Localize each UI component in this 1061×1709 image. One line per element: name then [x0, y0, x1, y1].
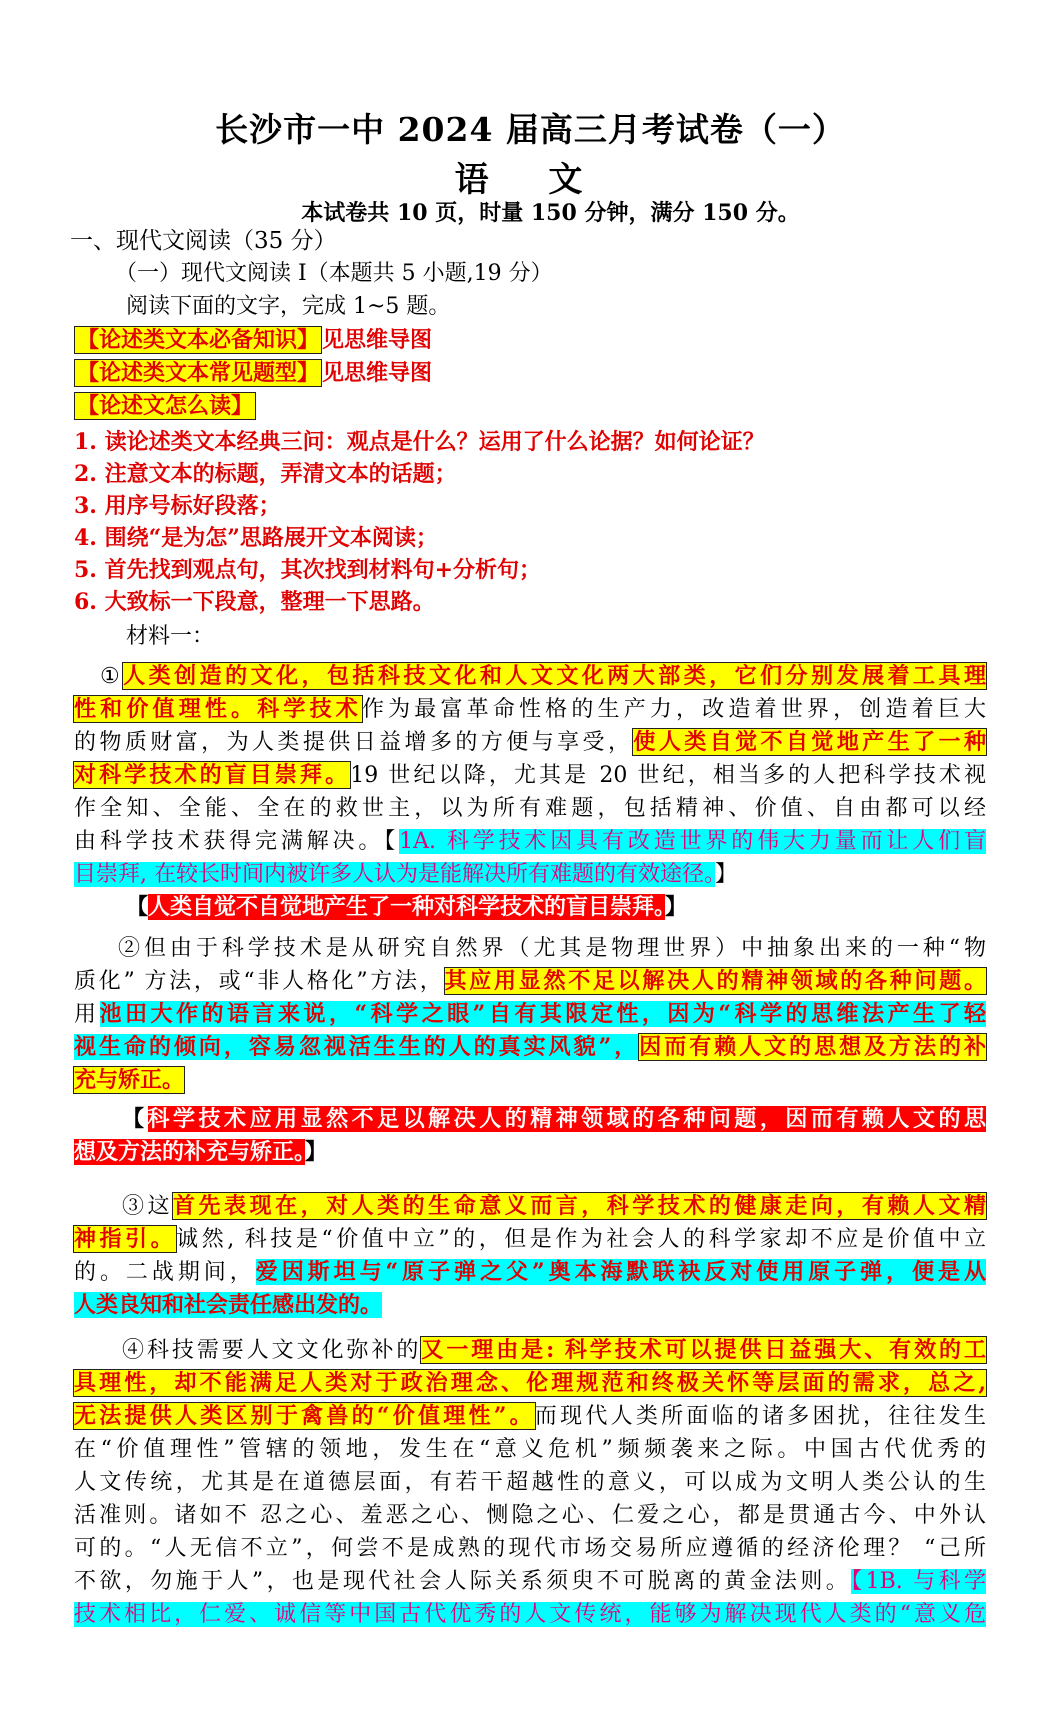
p1-row — [74, 693, 986, 726]
highlight: 因而有赖人文的思想及方法的补 — [639, 1034, 986, 1060]
p3-row — [74, 1190, 986, 1223]
bracket: 】 — [665, 894, 688, 920]
p4-row: 可的。“人无信不立”，何尝不是成熟的现代市场交易所应遵循的经济伦理？ “己所 — [74, 1536, 986, 1561]
p4-row — [74, 1334, 986, 1367]
p4-row — [74, 1598, 986, 1631]
p2-row — [74, 1064, 986, 1097]
p1-summary — [74, 891, 986, 924]
p2-row — [74, 965, 986, 998]
p3-row — [74, 1256, 986, 1289]
answer-highlight: 【1B. 与科学 — [851, 1569, 987, 1594]
text: 用 — [74, 1002, 100, 1027]
answer-highlight: 目崇拜, 在较长时间内被许多人认为是能解决所有难题的有效途径。 — [74, 862, 715, 887]
text: 19 世纪以降，尤其是 20 世纪，相当多的人把科学技术视 — [350, 763, 986, 788]
tip-line-1 — [74, 325, 432, 355]
text: 由科学技术获得完满解决。【 — [74, 829, 400, 854]
p3-row — [74, 1223, 986, 1256]
p1-row — [74, 825, 986, 858]
p4-row — [74, 1565, 986, 1598]
step-1: 1. 读论述类文本经典三问：观点是什么？运用了什么论据？如何论证？ — [74, 429, 765, 455]
p4-row: 活准则。诸如不 忍之心、羞恶之心、恻隐之心、仁爱之心，都是贯通古今、中外认 — [74, 1503, 986, 1528]
step-4: 4. 围绕“是为怎”思路展开文本阅读； — [74, 525, 438, 551]
highlight: 池田大作的语言来说，“科学之眼”自有其限定性，因为“科学的思维法产生了轻 — [99, 1001, 986, 1027]
tip-tag-knowledge: 【论述类文本必备知识】 — [74, 326, 322, 354]
paragraph-3 — [74, 1190, 986, 1322]
text: ③这 — [122, 1194, 174, 1219]
highlight: 充与矫正。 — [74, 1067, 185, 1093]
highlight: 首先表现在，对人类的生命意义而言，科学技术的健康走向，有赖人文精 — [173, 1193, 986, 1219]
answer-highlight: 1A. 科学技术因具有改造世界的伟大力量而让人们盲 — [399, 829, 986, 854]
highlight: 对科学技术的盲目崇拜。 — [74, 762, 351, 788]
tip-tag-howto: 【论述文怎么读】 — [74, 392, 256, 420]
p4-row: 在“价值理性”管辖的领地，发生在“意义危机”频频袭来之际。中国古代优秀的 — [74, 1437, 986, 1462]
text: 而现代人类所面临的诸多困扰，往往发生 — [534, 1404, 986, 1429]
tip-line-3 — [74, 391, 256, 421]
highlight: 又一理由是: 科学技术可以提供日益强大、有效的工 — [421, 1337, 986, 1363]
text: 质化” 方法，或“非人格化”方法， — [74, 969, 445, 994]
highlight: 视生命的倾向，容易忽视活生生的人的真实风貌”， — [74, 1034, 640, 1060]
p2-row — [74, 1031, 986, 1064]
p1-row — [74, 759, 986, 792]
p4-row — [74, 1367, 986, 1400]
tip-tag-types: 【论述类文本常见题型】 — [74, 359, 322, 387]
material-label: 材料一： — [126, 624, 215, 649]
part-heading: 一、现代文阅读（35 分） — [70, 228, 337, 254]
bracket: 】 — [305, 1139, 328, 1165]
highlight: 人类良知和社会责任感出发的。 — [74, 1292, 383, 1318]
highlight: 神指引。 — [74, 1226, 177, 1252]
highlight: 性和价值理性。科学技术 — [74, 696, 362, 722]
summary-highlight: 想及方法的补充与矫正。 — [74, 1139, 306, 1165]
step-6: 6. 大致标一下段意，整理一下思路。 — [74, 589, 435, 615]
p1-row — [74, 858, 986, 891]
exam-info: 本试卷共 10 页，时量 150 分钟，满分 150 分。 — [301, 200, 800, 226]
instruction: 阅读下面的文字，完成 1~5 题。 — [126, 294, 451, 319]
text: 作为最富革命性格的生产力，改造着世界，创造着巨大 — [361, 697, 986, 722]
text: 不欲，勿施于人”，也是现代社会人际关系须臾不可脱离的黄金法则。 — [74, 1569, 852, 1594]
bracket: 【 — [126, 894, 149, 920]
highlight: 无法提供人类区别于禽兽的“价值理性”。 — [74, 1403, 535, 1429]
text: 的。二战期间， — [74, 1260, 256, 1285]
highlight: 使人类自觉不自觉地产生了一种 — [633, 729, 986, 755]
tip-note-2: 见思维导图 — [322, 360, 433, 386]
step-5: 5. 首先找到观点句，其次找到材料句+分析句； — [74, 557, 542, 583]
exam-title: 长沙市一中 2024 届高三月考试卷（一） — [215, 110, 846, 149]
p4-row: 人文传统，尤其是在道德层面，有若干超越性的意义，可以成为文明人类公认的生 — [74, 1470, 986, 1495]
step-2: 2. 注意文本的标题，弄清文本的话题； — [74, 461, 457, 487]
text: 】 — [715, 862, 738, 887]
tip-note-1: 见思维导图 — [322, 327, 433, 353]
p2-summary — [74, 1103, 986, 1136]
paragraph-1 — [74, 660, 986, 924]
summary-highlight: 人类自觉不自觉地产生了一种对科学技术的盲目崇拜。 — [148, 894, 666, 920]
highlight: 人类创造的文化，包括科技文化和人文文化两大部类，它们分别发展着工具理 — [123, 663, 986, 689]
text: ④科技需要人文文化弥补的 — [122, 1338, 422, 1363]
answer-highlight: 技术相比，仁爱、诚信等中国古代优秀的人文传统，能够为解决现代人类的“意义危 — [74, 1602, 986, 1627]
text: 诚然, 科技是“价值中立”的，但是作为社会人的科学家却不应是价值中立 — [176, 1227, 986, 1252]
tip-line-2 — [74, 358, 432, 388]
highlight: 爱因斯坦与“原子弹之父”奥本海默联袂反对使用原子弹，便是从 — [255, 1259, 986, 1285]
step-3: 3. 用序号标好段落； — [74, 493, 281, 519]
sub-heading: （一）现代文阅读 I（本题共 5 小题,19 分） — [115, 261, 553, 286]
summary-highlight: 科学技术应用显然不足以解决人的精神领域的各种问题，因而有赖人文的思 — [147, 1106, 986, 1132]
p2-summary — [74, 1136, 986, 1169]
subject-title: 语 文 — [454, 160, 607, 200]
p2-row: ②但由于科学技术是从研究自然界（尤其是物理世界）中抽象出来的一种“物 — [118, 936, 986, 961]
text: 的物质财富，为人类提供日益增多的方便与享受， — [74, 730, 634, 755]
p1-row — [74, 726, 986, 759]
paragraph-4 — [74, 1334, 986, 1631]
highlight: 其应用显然不足以解决人的精神领域的各种问题。 — [444, 968, 986, 994]
p1-row: 作全知、全能、全在的救世主，以为所有难题，包括精神、价值、自由都可以经 — [74, 796, 986, 821]
p1-row — [74, 660, 986, 693]
p2-row — [74, 998, 986, 1031]
bracket: 【 — [122, 1106, 148, 1132]
p3-row — [74, 1289, 986, 1322]
highlight: 具理性，却不能满足人类对于政治理念、伦理规范和终极关怀等层面的需求，总之, — [74, 1370, 986, 1396]
p4-row — [74, 1400, 986, 1433]
para-number: ① — [100, 664, 124, 689]
paragraph-2 — [74, 932, 986, 1169]
